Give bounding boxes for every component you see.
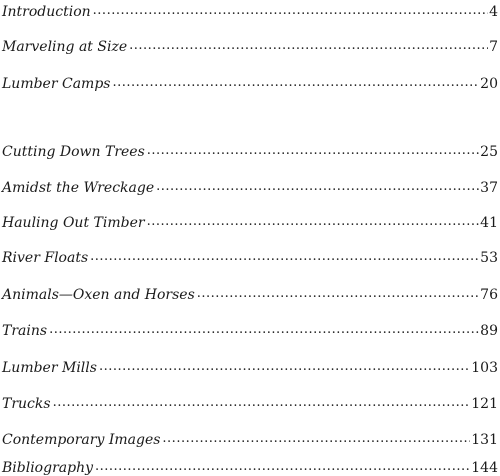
dot-leader [147, 214, 480, 230]
toc-entry-title: Amidst the Wreckage [2, 180, 155, 196]
dot-leader [90, 249, 479, 265]
toc-entry-contemporary-images[interactable] [2, 428, 498, 448]
toc-entry-page: 103 [471, 360, 498, 376]
toc-entry-title: Cutting Down Trees [2, 144, 145, 160]
dot-leader [93, 3, 488, 19]
dot-leader [95, 459, 470, 475]
toc-entry-page: 25 [480, 144, 498, 160]
toc-entry-title: Marveling at Size [2, 39, 128, 55]
toc-entry-title: River Floats [2, 250, 89, 266]
toc-entry-title: Introduction [2, 4, 91, 20]
toc-entry-marveling-at-size[interactable] [2, 35, 498, 55]
toc-entry-cutting-down-trees[interactable] [2, 140, 498, 160]
toc-entry-page: 7 [489, 39, 498, 55]
dot-leader [53, 395, 471, 411]
toc-entry-title: Hauling Out Timber [2, 215, 145, 231]
toc-entry-bibliography[interactable] [2, 456, 498, 476]
toc-entry-title: Trucks [2, 396, 51, 412]
toc-entry-title: Trains [2, 323, 48, 339]
toc-entry-page: 41 [480, 215, 498, 231]
dot-leader [129, 38, 488, 54]
toc-entry-title: Animals—Oxen and Horses [2, 287, 195, 303]
toc-entry-page: 53 [480, 250, 498, 266]
dot-leader [112, 75, 479, 91]
dot-leader [49, 322, 479, 338]
toc-entry-river-floats[interactable] [2, 246, 498, 266]
dot-leader [162, 431, 470, 447]
toc-entry-page: 121 [471, 396, 498, 412]
toc-entry-page: 131 [471, 432, 498, 448]
toc-entry-page: 4 [489, 4, 498, 20]
toc-entry-page: 89 [480, 323, 498, 339]
toc-entry-animals-oxen-and-horses[interactable] [2, 283, 498, 303]
toc-entry-page: 76 [480, 287, 498, 303]
toc-entry-title: Lumber Camps [2, 76, 111, 92]
toc-entry-title: Bibliography [2, 460, 93, 476]
toc-entry-page: 144 [471, 460, 498, 476]
toc-entry-trucks[interactable] [2, 392, 498, 412]
toc-entry-page: 37 [480, 180, 498, 196]
toc-entry-hauling-out-timber[interactable] [2, 211, 498, 231]
toc-entry-trains[interactable] [2, 319, 498, 339]
dot-leader [197, 286, 479, 302]
toc-entry-introduction[interactable] [2, 0, 498, 20]
dot-leader [147, 143, 479, 159]
toc-entry-lumber-mills[interactable] [2, 356, 498, 376]
toc-entry-title: Lumber Mills [2, 360, 97, 376]
dot-leader [99, 359, 470, 375]
toc-entry-amidst-the-wreckage[interactable] [2, 176, 498, 196]
toc-entry-title: Contemporary Images [2, 432, 161, 448]
toc-entry-lumber-camps[interactable] [2, 72, 498, 92]
dot-leader [156, 179, 479, 195]
toc-entry-page: 20 [480, 76, 498, 92]
